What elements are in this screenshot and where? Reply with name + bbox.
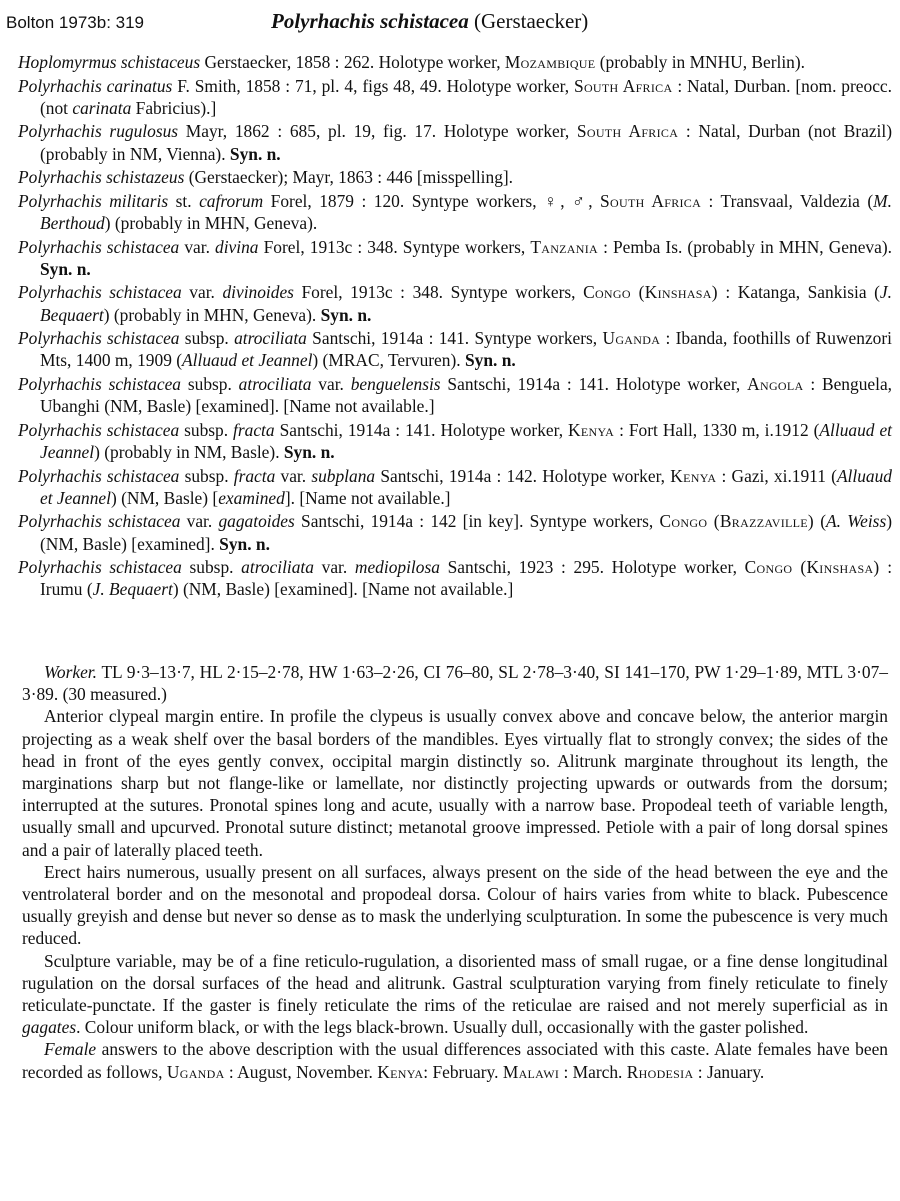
synonym-tail: ( — [814, 511, 827, 532]
synonym-name: subplana — [311, 465, 376, 486]
synonym-tail: : Gazi, xi.1911 ( — [716, 465, 837, 486]
synonym-italic: carinata — [72, 97, 132, 118]
synonym-rest: , 1913c : 348. Syntype workers, — [300, 236, 531, 257]
synonym-bold: Syn. n. — [464, 350, 516, 371]
synonym-name: fracta — [233, 465, 276, 486]
synonym-name: Polyrhachis schistacea — [18, 511, 181, 532]
worker-measurements: TL 9·3–13·7, HL 2·15–2·78, HW 1·63–2·26, CI 76–80, SL 2·78–3·40, SI 141–170, PW 1·29–1·89, MTL 3·07–3·89. (30 measured.) — [22, 662, 888, 705]
synonym-name: fracta — [233, 419, 275, 440]
species-author: (Gerstaecker) — [474, 9, 589, 33]
synonym-rest: , 1914a : 141. Holotype worker, — [506, 373, 748, 394]
synonym-italic: M. Berthoud — [40, 190, 893, 233]
worker-paragraph — [22, 661, 888, 705]
synonym-tail: : Irumu ( — [40, 557, 893, 600]
synonym-mid: subsp. — [179, 328, 235, 349]
synonym-entry — [18, 166, 892, 188]
synonym-name: Polyrhachis schistacea — [18, 282, 182, 303]
synonym-mid: var. — [311, 373, 351, 394]
synonym-author: F. Smith — [177, 75, 237, 96]
synonym-locality: Kenya — [670, 465, 717, 486]
female-months: : August, November. — [224, 1061, 378, 1082]
synonym-author: Santschi — [447, 373, 507, 394]
female-label: Female — [44, 1039, 97, 1060]
synonym-author: Santschi — [279, 419, 339, 440]
page-header — [0, 8, 900, 42]
synonym-author: Forel — [301, 282, 339, 303]
synonym-name: Polyrhachis rugulosus — [18, 121, 179, 142]
female-locality: Rhodesia — [626, 1061, 694, 1082]
synonym-rest: , 1858 : 71, pl. 4, figs 48, 49. Holotype worker, — [236, 75, 574, 96]
synonym-name: atrociliata — [241, 557, 314, 578]
synonym-rest: , 1914a : 141. Holotype worker, — [338, 419, 569, 440]
synonym-mid: subsp. — [181, 373, 239, 394]
synonym-locality: Congo (Kinshasa) — [744, 557, 880, 578]
synonym-name: atrociliata — [238, 373, 312, 394]
citation-label: Bolton 1973b: 319 — [6, 13, 145, 32]
synonym-mid: var. — [181, 282, 223, 303]
synonym-mid: subsp. — [181, 557, 242, 578]
synonym-locality: South Africa — [576, 121, 679, 142]
worker-structure-paragraph: Anterior clypeal margin entire. In profile the clypeus is usually convex above and concave below, the anterior margin projecting as a weak shelf over the basal borders of the mandibles. Eyes virtually flat to strongly convex; the sides of the head in front of the eyes gently convex, occipital margin distinctly so. Alitrunk marginate throughout its length, the marginations sharp but not flange-like or lamellate, nor distinctly projecting upwards or outwards from the dorsum; interrupted at the sutures. Pronotal spines long and acute, usually with a narrow base. Propodeal teeth of variable length, usually small and upcurved. Pronotal suture distinct; metanotal groove impressed. Petiole with a pair of long dorsal spines and a pair of laterally placed teeth. — [22, 706, 888, 860]
synonym-italic: examined — [218, 487, 285, 508]
synonym-mid: st. — [168, 190, 200, 211]
synonym-locality: Tanzania — [530, 236, 598, 257]
synonym-rest: , 1862 : 685, pl. 19, fig. 17. Holotype worker, — [222, 121, 577, 142]
female-months: : January. — [693, 1061, 765, 1082]
synonym-name: cafrorum — [199, 190, 264, 211]
female-months: : March. — [559, 1061, 627, 1082]
synonym-tail: : Pemba Is. (probably in MHN, Geneva). — [598, 236, 892, 257]
synonym-name: gagatoides — [218, 511, 295, 532]
synonymy-list — [18, 51, 892, 602]
synonym-tail: ) (probably in MHN, Geneva). — [104, 212, 318, 233]
synonym-name: Polyrhachis carinatus — [18, 75, 173, 96]
synonym-rest: , 1914a : 142. Holotype worker, — [439, 465, 671, 486]
synonym-entry — [18, 51, 892, 73]
synonym-tail: Fabricius).] — [131, 97, 217, 118]
synonym-name: atrociliata — [234, 328, 307, 349]
synonym-tail: (probably in MNHU, Berlin). — [595, 52, 806, 72]
synonym-italic: A. Weiss — [826, 511, 887, 532]
synonym-entry — [18, 236, 892, 280]
sculpture-text: Sculpture variable, may be of a fine reticulo-rugulation, a disoriented mass of small rugae, or a fine dense longitudinal rugulation on the dorsal surfaces of the head and alitrunk. Gastral sculpturation varying from finely reticulate to finely reticulate-punctate. If the gaster is finely reticulate the rims of the reticulae are raised and not merely superficial as in — [22, 950, 888, 1016]
synonym-entry — [18, 419, 892, 463]
species-title — [271, 10, 588, 32]
synonym-author: Gerstaecker — [204, 52, 287, 72]
synonym-rest: , 1863 : 446 [misspelling]. — [329, 167, 514, 188]
synonym-tail: ]. [Name not available.] — [284, 487, 451, 508]
synonym-name: Polyrhachis schistacea — [18, 373, 182, 394]
synonym-entry — [18, 373, 892, 417]
synonym-locality: Mozambique — [504, 52, 596, 72]
synonym-mid: var. — [275, 465, 312, 486]
synonym-name: divinoides — [222, 282, 294, 303]
synonym-tail: ) (probably in MHN, Geneva). — [103, 304, 321, 325]
synonym-rest: , 1923 : 295. Holotype worker, — [506, 557, 745, 578]
synonym-name: Polyrhachis schistacea — [18, 465, 180, 486]
synonym-bold: Syn. n. — [283, 441, 335, 462]
synonym-mid: var. — [179, 236, 216, 257]
female-paragraph — [22, 1038, 888, 1082]
synonym-name: Polyrhachis schistacea — [18, 236, 180, 257]
synonym-tail: : Natal, Durban. [nom. preocc. (not — [40, 75, 892, 118]
synonym-author: Santschi — [312, 328, 372, 349]
synonym-tail: : Benguela, Ubanghi (NM, Basle) [examined]. [Name not available.] — [40, 373, 893, 417]
synonym-mid: var. — [180, 511, 219, 532]
synonym-name: Polyrhachis schistazeus — [18, 167, 185, 188]
synonym-author: Forel — [263, 236, 301, 257]
synonym-entry — [18, 465, 892, 509]
synonym-mid: subsp. — [179, 419, 234, 440]
synonym-tail: : Natal, Durban (not Brazil) (probably in NM, Vienna). — [40, 121, 893, 164]
synonym-bold: Syn. n. — [40, 258, 91, 279]
synonym-tail: ) (NM, Basle) [examined]. [Name not available.] — [172, 579, 514, 600]
worker-pilosity-paragraph: Erect hairs numerous, usually present on all surfaces, always present on the side of the head between the eye and the ventrolateral border and on the mesonotal and propodeal dorsa. Colour of hairs varies from white to black. Pubescence usually greyish and dense but never so dense as to mask the underlying sculpturation. In some the pubescence is very much reduced. — [22, 861, 888, 949]
synonym-name: mediopilosa — [354, 557, 440, 578]
synonym-locality: Congo (Brazzaville) — [659, 511, 814, 532]
synonym-rest: , 1858 : 262. Holotype worker, — [286, 52, 505, 72]
synonym-italic: J. Bequaert — [92, 579, 173, 600]
synonym-entry — [18, 75, 892, 119]
synonym-locality: Uganda — [602, 328, 661, 349]
female-text: answers to the above description with the usual differences associated with this caste. Alate females have been recorded as follows, — [22, 1039, 888, 1082]
synonym-author: Santschi — [447, 557, 507, 578]
synonym-author: Santschi — [301, 511, 360, 532]
synonym-locality: Angola — [747, 373, 804, 394]
synonym-mid: var. — [313, 557, 355, 578]
synonym-author: Forel — [270, 190, 308, 211]
synonym-tail: : Katanga, Sankisia ( — [717, 282, 880, 303]
synonym-entry — [18, 190, 892, 234]
synonym-entry — [18, 281, 892, 325]
synonym-tail: : Ibanda, foothills of Ruwenzori Mts, 1400 m, 1909 ( — [40, 328, 892, 371]
synonym-entry — [18, 510, 892, 554]
synonym-bold: Syn. n. — [229, 143, 281, 164]
synonym-author: Santschi — [380, 465, 440, 486]
synonym-tail: : Fort Hall, 1330 m, i.1912 ( — [614, 419, 820, 440]
synonym-entry — [18, 120, 892, 164]
sculpture-species-ref: gagates — [22, 1017, 77, 1038]
synonym-italic: Alluaud et Jeannel — [182, 350, 313, 371]
synonym-rest: , 1914a : 141. Syntype workers, — [371, 328, 603, 349]
synonym-bold: Syn. n. — [320, 304, 372, 325]
synonym-locality: Kenya — [568, 419, 615, 440]
synonym-name: divina — [215, 236, 259, 257]
synonym-locality: Congo (Kinshasa) — [583, 282, 718, 303]
synonym-author: Mayr — [185, 121, 223, 142]
synonym-rest: , 1914a : 142 [in key]. Syntype workers, — [359, 511, 660, 532]
synonym-tail: ) (NM, Basle) [ — [110, 487, 219, 508]
worker-label: Worker. — [44, 662, 97, 682]
synonym-italic: Alluaud et Jeannel — [40, 465, 893, 508]
synonym-name: Polyrhachis militaris — [18, 190, 169, 211]
female-locality: Kenya — [377, 1061, 424, 1082]
synonym-locality: South Africa — [600, 190, 702, 211]
colour-text: . Colour uniform black, or with the legs black-brown. Usually dull, occasionally with the gaster polished. — [76, 1017, 809, 1038]
synonym-name: Polyrhachis schistacea — [18, 328, 180, 349]
synonym-rest: , 1913c : 348. Syntype workers, — [338, 282, 584, 303]
synonym-name: benguelensis — [350, 373, 441, 394]
synonym-tail: ) (MRAC, Tervuren). — [312, 350, 465, 371]
synonym-italic: Alluaud et Jeannel — [40, 419, 892, 462]
synonym-tail: ) (probably in NM, Basle). — [94, 441, 284, 462]
synonym-name: Polyrhachis schistacea — [18, 557, 182, 578]
species-name: Polyrhachis schistacea — [271, 9, 469, 33]
synonym-author: (Gerstaecker); Mayr — [188, 167, 330, 188]
synonym-entry — [18, 556, 892, 600]
synonym-mid: subsp. — [179, 465, 234, 486]
worker-sculpture-paragraph — [22, 950, 888, 1039]
synonym-name: Polyrhachis schistacea — [18, 419, 180, 440]
synonym-locality: South Africa — [573, 75, 673, 96]
synonym-name: Hoplomyrmus schistaceus — [18, 52, 201, 72]
synonym-tail: : Transvaal, Valdezia ( — [701, 190, 874, 211]
female-locality: Malawi — [502, 1061, 560, 1082]
synonym-italic: J. Bequaert — [40, 282, 892, 325]
synonym-bold: Syn. n. — [219, 533, 270, 554]
synonym-rest: , 1879 : 120. Syntype workers, ♀, ♂, — [307, 190, 601, 211]
female-months: : February. — [423, 1061, 503, 1082]
synonym-tail: ) (NM, Basle) [examined]. — [40, 511, 893, 554]
description — [22, 661, 888, 1083]
synonym-entry — [18, 327, 892, 371]
female-locality: Uganda — [166, 1061, 225, 1082]
